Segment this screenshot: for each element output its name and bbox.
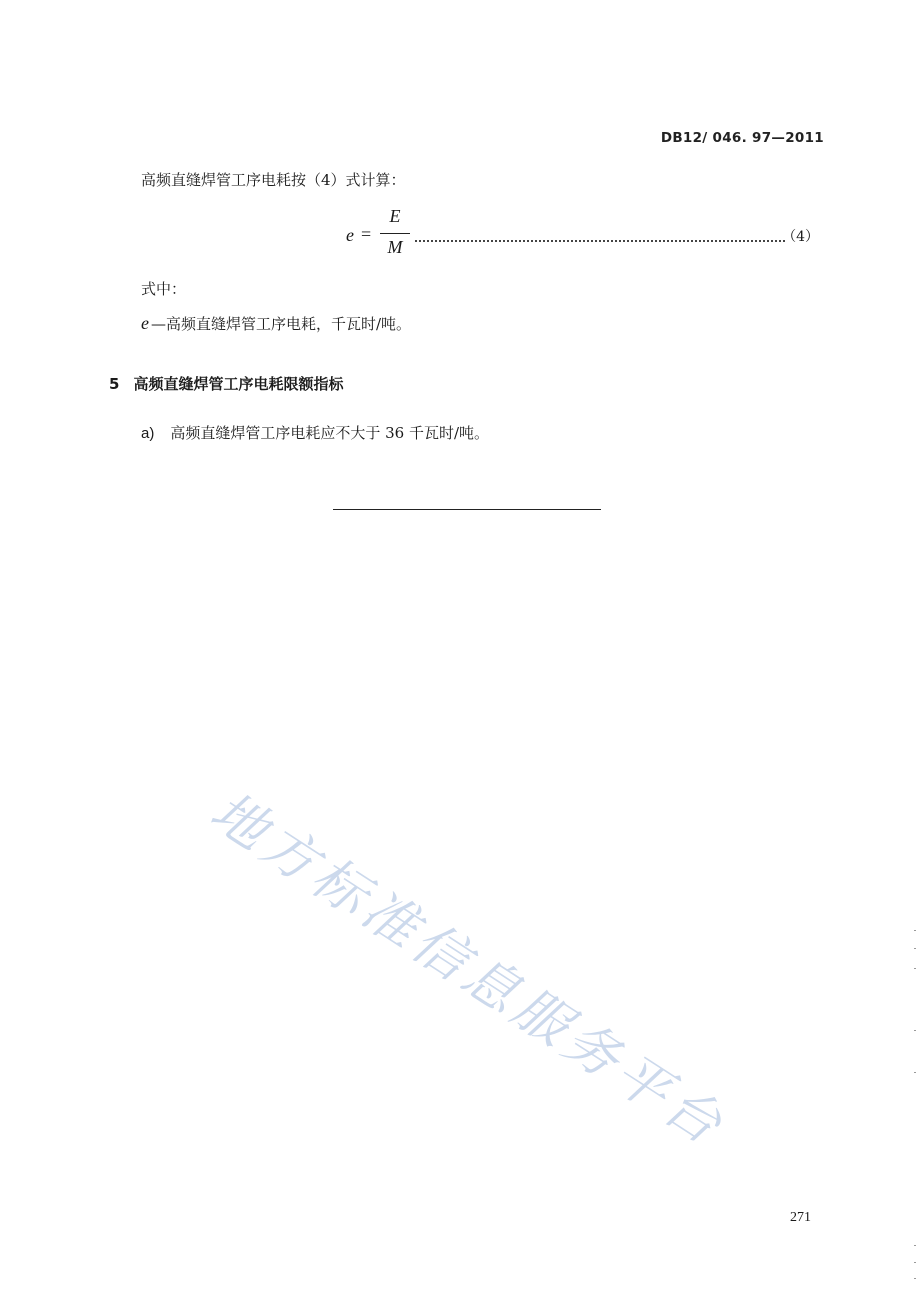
definition-text: —高频直缝焊管工序电耗，千瓦时/吨。 xyxy=(151,315,412,333)
formula-numerator: E xyxy=(389,206,401,226)
document-code: DB12/ 046. 97—2011 xyxy=(660,130,824,146)
section-number: 5 xyxy=(109,375,120,393)
scan-artifact xyxy=(914,1278,916,1279)
fraction-bar xyxy=(380,233,410,234)
equation-number: （4） xyxy=(782,229,819,245)
scan-artifact xyxy=(914,1072,916,1073)
list-item-text: 高频直缝焊管工序电耗应不大于 36 千瓦时/吨。 xyxy=(170,424,490,442)
scan-artifact xyxy=(914,968,916,969)
list-item-marker: a) xyxy=(141,425,155,442)
list-item xyxy=(141,422,489,443)
definition-symbol: e xyxy=(141,313,149,333)
where-label: 式中： xyxy=(141,280,187,298)
end-rule xyxy=(333,509,601,510)
formula-lhs: e xyxy=(346,225,354,245)
formula-intro: 高频直缝焊管工序电耗按（4）式计算： xyxy=(141,171,406,189)
scan-artifact xyxy=(914,948,916,949)
formula xyxy=(346,206,824,264)
scan-artifact xyxy=(914,1030,916,1031)
scan-artifact xyxy=(914,1262,916,1263)
scan-artifact xyxy=(914,930,916,931)
section-heading xyxy=(109,373,343,394)
watermark: 地方标准信息服务平台 xyxy=(199,779,738,1159)
dot-leader xyxy=(415,240,785,242)
page-number: 271 xyxy=(790,1210,811,1225)
section-title: 高频直缝焊管工序电耗限额指标 xyxy=(133,375,344,393)
scan-artifact xyxy=(914,1245,916,1246)
variable-definition xyxy=(141,313,411,334)
formula-equals: = xyxy=(361,224,372,244)
formula-denominator: M xyxy=(387,237,403,257)
